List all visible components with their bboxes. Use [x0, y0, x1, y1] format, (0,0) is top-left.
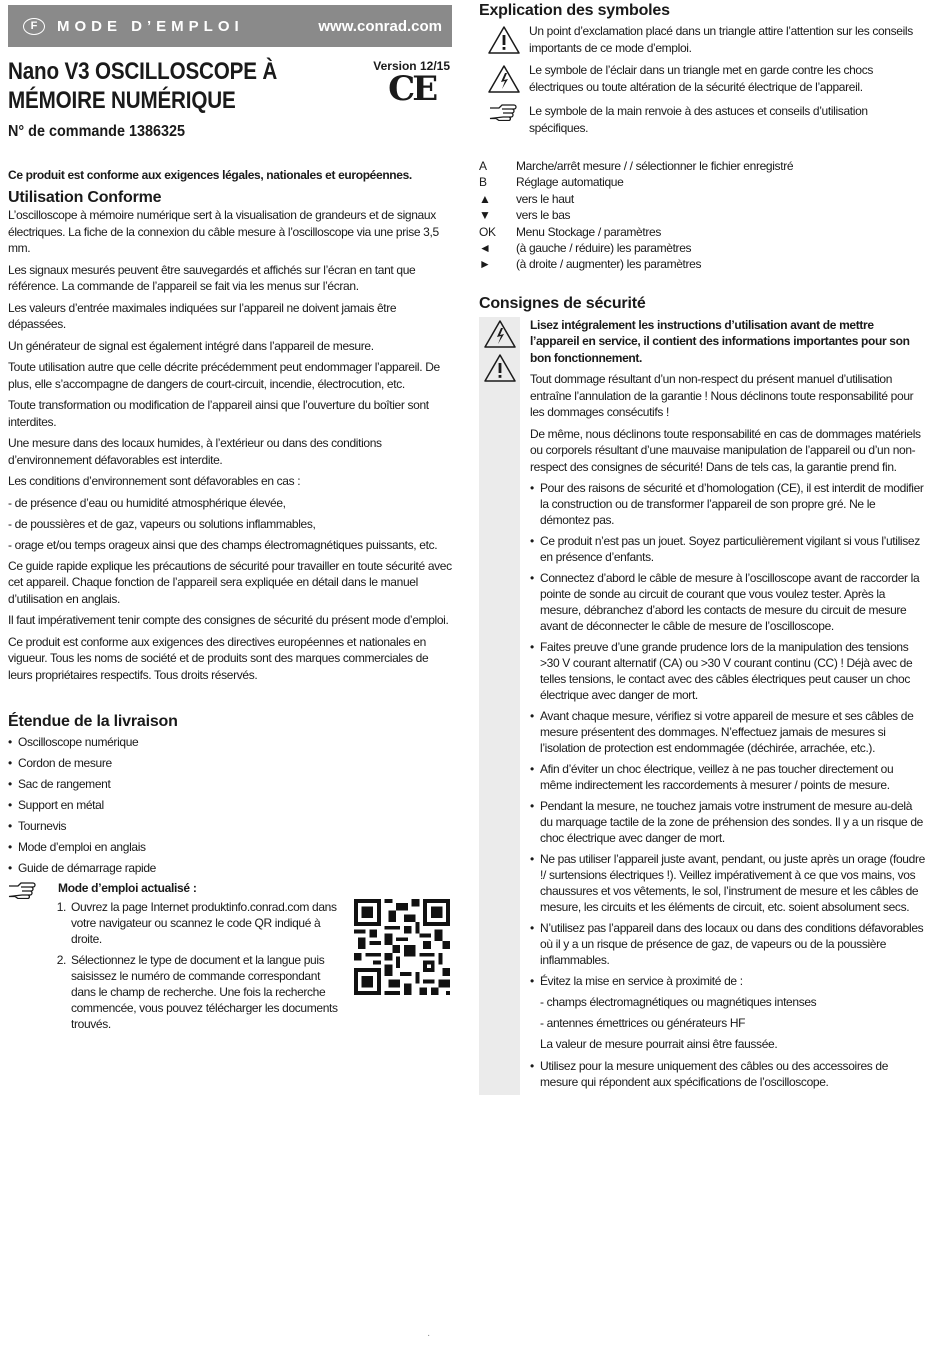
conformity-statement: Ce produit est conforme aux exigences légales, nationales et européennes. [8, 168, 412, 182]
delivery-item: • Support en métal [8, 797, 452, 813]
safety-bullets [530, 480, 925, 989]
legend-row [479, 191, 925, 207]
symbol-lightning-text: Le symbole de l’éclair dans un triangle met en garde contre les chocs électriques ou toute altération de la sécurité électrique de l’appareil. [529, 63, 874, 94]
safety-sidebar [479, 317, 520, 1095]
legend-row [479, 174, 925, 190]
paragraph: Il faut impérativement tenir compte des consignes de sécurité du présent mode d’emploi. [8, 613, 449, 627]
safety-block [479, 317, 925, 1095]
delivery-item: • Sac de rangement [8, 776, 452, 792]
legend-text: Marche/arrêt mesure / / sélectionner le fichier enregistré [516, 159, 794, 173]
product-title-line-1: Nano V3 OSCILLOSCOPE À [8, 58, 278, 85]
legend-row [479, 158, 925, 174]
symbol-exclamation-row [479, 23, 925, 56]
legend-text: vers le bas [516, 208, 571, 223]
symbols-heading: Explication des symboles [479, 2, 670, 19]
list-item: • N’utilisez pas l’appareil dans des locaux ou dans des conditions défavorables où il y a un risque de présence de gaz, de vapeurs ou de la poussière inflammables. [530, 920, 925, 968]
exclamation-triangle-icon [479, 23, 529, 56]
safety-paragraphs [530, 371, 925, 475]
list-item: • Pour des raisons de sécurité et d’homologation (CE), il est interdit de modifier la construction ou de transformer l’appareil de son propre gré. Ne le démontez pas. [530, 480, 925, 528]
paragraph: Toute transformation ou modification de l’appareil ainsi que l’ouverture du boîtier sont interdites. [8, 398, 429, 429]
list-item: • Ce produit n’est pas un jouet. Soyez particulièrement vigilant si vous l’utilisez en présence d’enfants. [530, 533, 925, 565]
footer-mark: · [427, 1330, 431, 1341]
symbol-lightning-row [479, 62, 925, 95]
list-item: • Avant chaque mesure, vérifiez si votre appareil de mesure et ses câbles de mesure présentent des dommages. N’effectuez jamais de mesures si l’isolation de protection est endommagée (déchirée, arrachée, etc.). [530, 708, 925, 756]
delivery-heading: Étendue de la livraison [8, 713, 178, 730]
list-item: • Pendant la mesure, ne touchez jamais votre instrument de mesure au-delà du marquage tactile de la zone de préhension des sondes. Il y a un risque de choc électrique avec danger de mort. [530, 798, 925, 846]
safety-heading: Consignes de sécurité [479, 294, 646, 312]
paragraph: Un générateur de signal est également intégré dans l’appareil de mesure. [8, 338, 374, 353]
proximity-item: - antennes émettrices ou générateurs HF [540, 1016, 746, 1031]
lightning-triangle-icon [479, 62, 529, 95]
pointing-hand-icon [8, 881, 58, 1037]
title-block [8, 57, 452, 141]
symbol-hand-text: Le symbole de la main renvoie à des astuces et conseils d’utilisation spécifiques. [529, 104, 868, 135]
legend-text: Menu Stockage / paramètres [516, 224, 661, 239]
list-item: • Ne pas utiliser l’appareil juste avant, pendant, ou juste après un orage (foudre !/ surtensions électriques !). Veillez impérativement à ce que vos mains, vos chaussures et vos vêtements, le sol, l’instrument de mesure et les câbles de mesure, les circuits et les éléments de circuit, etc. soient absolument secs. [530, 851, 925, 915]
legend-key: ◄ [479, 241, 491, 256]
intended-use-text [8, 207, 452, 490]
safety-intro: Lisez intégralement les instructions d’utilisation avant de mettre l’appareil en service, il contient des informations importantes pour son bon fonctionnement. [530, 317, 910, 365]
legend-key: ► [479, 257, 491, 272]
header-bar [8, 5, 452, 47]
legend-text: vers le haut [516, 191, 574, 206]
paragraph: Tout dommage résultant d’un non-respect du présent manuel d’utilisation entraîne l’annulation de la garantie ! Nous déclinons toute responsabilité pour les dommages consécutifs ! [530, 372, 914, 420]
paragraph: Les conditions d’environnement sont défavorables en cas : [8, 474, 301, 488]
condition-item: - de poussières et de gaz, vapeurs ou solutions inflammables, [8, 516, 316, 531]
legend-key: A [479, 159, 487, 173]
legend-key: ▼ [479, 208, 491, 223]
legend-key: OK [479, 224, 496, 239]
qr-code-icon[interactable] [354, 897, 450, 997]
safety-last-bullet-list [530, 1058, 925, 1090]
ce-mark-icon: CE [388, 69, 436, 109]
list-item: • Faites preuve d’une grande prudence lors de la manipulation des tensions >30 V courant alternatif (CA) ou >30 V courant continu (CC) ! Déjà avec de telles tensions, le contact avec des câbles électriques peut causer un choc électrique avec danger de mort. [530, 639, 925, 703]
header-title: MODE D’EMPLOI [57, 17, 244, 35]
delivery-item: • Oscilloscope numérique [8, 734, 452, 750]
list-item: • Connectez d’abord le câble de mesure à l’oscilloscope avant de raccorder la pointe de sonde au circuit de courant que vous voulez tester. Après la mesure, débranchez d’abord les contacts de mesure du circuit de mesure avant de déconnecter le câble de mesure de l’oscilloscope. [530, 570, 925, 634]
legend-row [479, 207, 925, 223]
exclamation-triangle-icon [483, 353, 517, 383]
paragraph: De même, nous déclinons toute responsabilité en cas de dommages matériels ou corporels résultant d’une mauvaise manipulation de l’appareil ou d’un non-respect des consignes de sécurité! Dans de tels cas, la garantie prend fin. [530, 426, 921, 474]
list-item: • Évitez la mise en service à proximité de : [530, 973, 925, 989]
updated-manual-title: Mode d’emploi actualisé : [58, 881, 197, 895]
legend-key: B [479, 175, 487, 190]
paragraph: Une mesure dans des locaux humides, à l’extérieur ou dans des conditions d’environnement défavorables est interdite. [8, 436, 382, 467]
delivery-item: • Cordon de mesure [8, 755, 452, 771]
step-item: 1. Ouvrez la page Internet produktinfo.conrad.com dans votre navigateur ou scannez le code QR indiqué à droite. [69, 899, 340, 947]
list-item: • Utilisez pour la mesure uniquement des câbles ou des accessoires de mesure qui répondent aux spécifications de l’oscilloscope. [530, 1058, 925, 1090]
legend-key: ▲ [479, 191, 491, 206]
conditions-list [8, 495, 452, 553]
step-item: 2. Sélectionnez le type de document et la langue puis saisissez le numéro de commande correspondant dans le champ de recherche. Une fois la recherche commencée, vous pouvez télécharger les documents trouvés. [69, 952, 340, 1032]
intended-use-heading: Utilisation Conforme [8, 189, 162, 206]
safety-content [520, 317, 925, 1095]
product-title [8, 57, 386, 115]
symbol-hand-row [479, 101, 925, 136]
updated-manual-block [8, 881, 452, 1037]
button-legend [479, 158, 925, 273]
symbol-exclamation-text: Un point d’exclamation placé dans un triangle attire l’attention sur les conseils importants de ce mode d’emploi. [529, 24, 913, 55]
condition-item: - orage et/ou temps orageux ainsi que des champs électromagnétiques puissants, etc. [8, 537, 438, 552]
version-block [373, 59, 450, 109]
pointing-hand-icon [479, 101, 529, 136]
updated-manual-steps [58, 899, 340, 1032]
intended-use-text-2 [8, 558, 452, 684]
header-url[interactable]: www.conrad.com [318, 17, 442, 35]
legend-row [479, 240, 925, 256]
legend-text: Réglage automatique [516, 175, 624, 190]
order-number: N° de commande 1386325 [8, 123, 186, 140]
product-title-line-2: MÉMOIRE NUMÉRIQUE [8, 87, 236, 114]
language-badge: F [23, 18, 45, 35]
right-column [479, 0, 925, 1095]
paragraph: Ce produit est conforme aux exigences des directives européennes et nationales en vigueur. Tous les noms de société et de produits sont des marques commerciales de leurs propriétaires respectifs. Tous droits réservés. [8, 634, 429, 682]
version-label: Version 12/15 [373, 59, 450, 73]
legend-row [479, 256, 925, 272]
delivery-item: • Guide de démarrage rapide [8, 860, 452, 876]
paragraph: Les valeurs d’entrée maximales indiquées sur l’appareil ne doivent jamais être dépassées. [8, 300, 397, 331]
proximity-note: La valeur de mesure pourrait ainsi être faussée. [540, 1037, 778, 1052]
delivery-list [8, 734, 452, 876]
paragraph: Ce guide rapide explique les précautions de sécurité pour travailler en toute sécurité avec cet appareil. Chaque fonction de l’appareil sera expliquée en détail dans le manuel d’utilisation en anglais. [8, 558, 452, 606]
lightning-triangle-icon [483, 319, 517, 349]
proximity-list [530, 994, 925, 1031]
left-column [8, 5, 452, 1037]
legend-text: (à droite / augmenter) les paramètres [516, 257, 702, 272]
legend-text: (à gauche / réduire) les paramètres [516, 241, 692, 256]
proximity-item: - champs électromagnétiques ou magnétiques intenses [540, 995, 817, 1010]
delivery-item: • Tournevis [8, 818, 452, 834]
condition-item: - de présence d’eau ou humidité atmosphérique élevée, [8, 495, 286, 510]
paragraph: Toute utilisation autre que celle décrite précédemment peut endommager l’appareil. De plus, elle s’accompagne de dangers de court-circuit, incendie, électrocution, etc. [8, 360, 440, 391]
legend-row [479, 224, 925, 240]
paragraph: Les signaux mesurés peuvent être sauvegardés et affichés sur l’écran en tant que référence. La commande de l’appareil se fait via les menus sur l’écran. [8, 262, 416, 293]
delivery-item: • Mode d’emploi en anglais [8, 839, 452, 855]
list-item: • Afin d’éviter un choc électrique, veillez à ne pas toucher directement ou même indirectement les raccordements à mesurer / points de mesure. [530, 761, 925, 793]
paragraph: L’oscilloscope à mémoire numérique sert à la visualisation de grandeurs et de signaux électriques. La fiche de la connexion du câble mesure à l’oscilloscope via une prise 3,5 mm. [8, 208, 439, 255]
